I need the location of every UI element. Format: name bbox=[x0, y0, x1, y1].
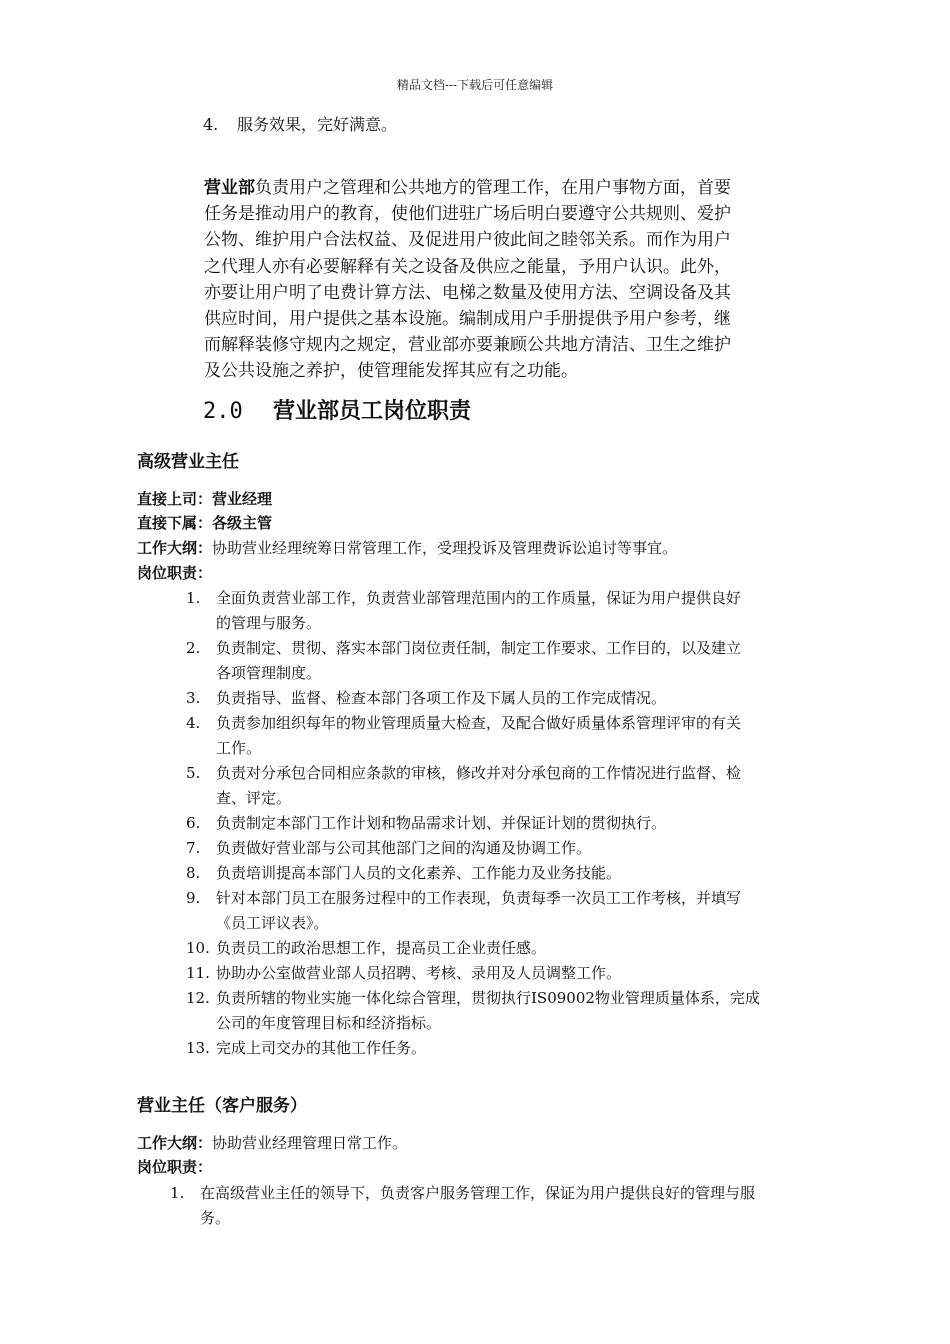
list-item bbox=[186, 686, 814, 711]
intro-line-4: 之代理人亦有必要解释有关之设备及供应之能量，予用户认识。此外， bbox=[204, 256, 731, 277]
list-item bbox=[186, 811, 814, 836]
senior-duties-list bbox=[186, 586, 814, 1061]
list-item bbox=[186, 936, 814, 961]
list-text bbox=[216, 686, 814, 711]
list-number: 4. bbox=[203, 115, 219, 134]
list-text-line: 协助办公室做营业部人员招聘、考核、录用及人员调整工作。 bbox=[216, 964, 622, 982]
list-item bbox=[186, 836, 814, 861]
list-text bbox=[216, 861, 814, 886]
list-number: 13. bbox=[186, 1039, 210, 1057]
intro-line-5: 亦要让用户明了电费计算方法、电梯之数量及使用方法、空调设备及其 bbox=[204, 282, 731, 303]
cs-work-outline-text: 协助营业经理管理日常工作。 bbox=[212, 1134, 408, 1152]
list-text bbox=[216, 836, 814, 861]
list-item-4 bbox=[203, 114, 397, 136]
list-number: 1. bbox=[170, 1184, 185, 1202]
list-text bbox=[216, 586, 814, 636]
list-number: 2. bbox=[186, 639, 201, 657]
list-number: 12. bbox=[186, 989, 210, 1007]
intro-paragraph bbox=[204, 175, 814, 385]
intro-line-1: 营业部负责用户之管理和公共地方的管理工作，在用户事物方面，首要 bbox=[204, 178, 731, 198]
list-number: 4. bbox=[186, 714, 201, 732]
intro-line-2: 任务是推动用户的教育，使他们进驻广场后明白要遵守公共规则、爱护 bbox=[204, 204, 731, 225]
list-text-line: 全面负责营业部工作，负责营业部管理范围内的工作质量，保证为用户提供良好 bbox=[216, 589, 742, 607]
list-item bbox=[186, 761, 814, 811]
list-text-line: 负责制定本部门工作计划和物品需求计划、并保证计划的贯彻执行。 bbox=[216, 814, 667, 832]
list-text bbox=[216, 761, 814, 811]
list-number: 9. bbox=[186, 889, 201, 907]
list-text bbox=[216, 1036, 814, 1061]
section-number: 2.0 bbox=[203, 399, 243, 424]
list-text-line: 负责指导、监督、检查本部门各项工作及下属人员的工作完成情况。 bbox=[216, 689, 667, 707]
role-title-senior: 高级营业主任 bbox=[137, 452, 239, 472]
list-text bbox=[216, 961, 814, 986]
list-text-line: 的管理与服务。 bbox=[216, 614, 322, 632]
list-text-line: 负责参加组织每年的物业管理质量大检查，及配合做好质量体系管理评审的有关 bbox=[216, 714, 742, 732]
list-text-line: 《员工评议表》。 bbox=[216, 914, 329, 932]
list-item bbox=[186, 861, 814, 886]
intro-line-8: 及公共设施之养护，使管理能发挥其应有之功能。 bbox=[204, 361, 578, 382]
list-text-line: 查、评定。 bbox=[216, 789, 292, 807]
page-header: 精品文档---下载后可任意编辑 bbox=[396, 78, 554, 92]
list-text-line: 负责制定、贯彻、落实本部门岗位责任制，制定工作要求、工作目的，以及建立 bbox=[216, 639, 742, 657]
direct-superior: 直接上司：营业经理 bbox=[137, 490, 273, 508]
list-number: 10. bbox=[186, 939, 210, 957]
work-outline-text: 协助营业经理统筹日常管理工作，受理投诉及管理费诉讼追讨等事宜。 bbox=[212, 539, 678, 557]
list-text bbox=[216, 711, 814, 761]
cs-duties-list bbox=[170, 1181, 814, 1231]
list-text bbox=[216, 986, 814, 1036]
list-text-line: 负责对分承包合同相应条款的审核，修改并对分承包商的工作情况进行监督、检 bbox=[216, 764, 742, 782]
list-text bbox=[216, 886, 814, 936]
intro-line-3: 公物、维护用户合法权益、及促进用户彼此间之睦邻关系。而作为用户 bbox=[204, 230, 731, 251]
intro-line-6: 供应时间，用户提供之基本设施。编制成用户手册提供予用户参考，继 bbox=[204, 309, 731, 330]
list-item bbox=[186, 961, 814, 986]
list-item bbox=[170, 1181, 814, 1231]
list-item bbox=[186, 886, 814, 936]
list-number: 5. bbox=[186, 764, 201, 782]
list-number: 3. bbox=[186, 689, 201, 707]
section-title: 营业部员工岗位职责 bbox=[273, 399, 472, 424]
direct-subordinate: 直接下属：各级主管 bbox=[137, 514, 273, 532]
intro-line-7: 而解释装修守规内之规定，营业部亦要兼顾公共地方清洁、卫生之维护 bbox=[204, 335, 731, 356]
list-item bbox=[186, 1036, 814, 1061]
list-number: 7. bbox=[186, 839, 201, 857]
cs-work-outline-label: 工作大纲： bbox=[137, 1134, 213, 1152]
list-item bbox=[186, 711, 814, 761]
list-text-line: 负责所辖的物业实施一体化综合管理，贯彻执行IS09002物业管理质量体系，完成 bbox=[216, 989, 760, 1007]
work-outline bbox=[137, 537, 677, 559]
list-text-line: 在高级营业主任的领导下，负责客户服务管理工作，保证为用户提供良好的管理与服 bbox=[200, 1184, 756, 1202]
list-item bbox=[186, 986, 814, 1036]
list-number: 1. bbox=[186, 589, 201, 607]
work-outline-label: 工作大纲： bbox=[137, 539, 213, 557]
list-text bbox=[200, 1181, 814, 1231]
list-text-line: 公司的年度管理目标和经济指标。 bbox=[216, 1014, 442, 1032]
duties-label: 岗位职责： bbox=[137, 564, 213, 582]
list-text bbox=[216, 936, 814, 961]
list-number: 11. bbox=[186, 964, 210, 982]
section-heading bbox=[203, 397, 471, 427]
intro-lead: 营业部 bbox=[204, 178, 255, 198]
role-title-customer-service: 营业主任（客户服务） bbox=[137, 1096, 307, 1116]
cs-work-outline bbox=[137, 1132, 407, 1154]
list-number: 6. bbox=[186, 814, 201, 832]
list-text bbox=[216, 811, 814, 836]
cs-duties-label: 岗位职责： bbox=[137, 1158, 213, 1176]
list-number: 8. bbox=[186, 864, 201, 882]
list-text-line: 务。 bbox=[200, 1209, 231, 1227]
list-text bbox=[216, 636, 814, 686]
list-text-line: 各项管理制度。 bbox=[216, 664, 322, 682]
list-item bbox=[186, 636, 814, 686]
list-text-line: 负责培训提高本部门人员的文化素养、工作能力及业务技能。 bbox=[216, 864, 622, 882]
list-text-line: 负责做好营业部与公司其他部门之间的沟通及协调工作。 bbox=[216, 839, 592, 857]
list-text-line: 针对本部门员工在服务过程中的工作表现，负责每季一次员工工作考核，并填写 bbox=[216, 889, 742, 907]
list-text: 服务效果，完好满意。 bbox=[237, 115, 398, 134]
list-item bbox=[186, 586, 814, 636]
list-text-line: 工作。 bbox=[216, 739, 262, 757]
list-text-line: 完成上司交办的其他工作任务。 bbox=[216, 1039, 427, 1057]
list-text-line: 负责员工的政治思想工作，提高员工企业责任感。 bbox=[216, 939, 547, 957]
